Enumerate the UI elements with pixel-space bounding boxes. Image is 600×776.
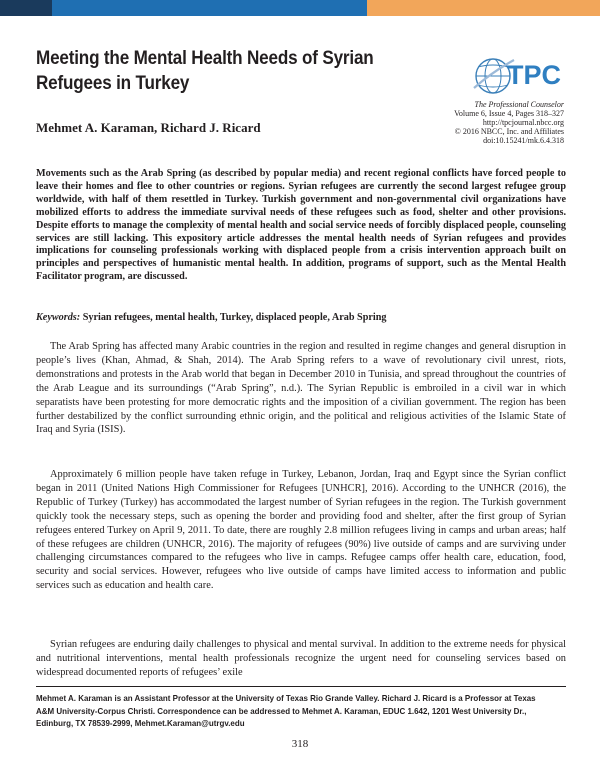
- journal-info: [344, 100, 564, 145]
- page-number: 318: [291, 738, 309, 750]
- body-paragraph-3: Syrian refugees are enduring daily challenges to physical and mental survival. In addition to the extreme needs for physical and nutritional interventions, mental health professionals recognize the urgent need for counseling services based on widespread documented reports of refugees’ exile: [36, 639, 566, 678]
- journal-copyright: © 2016 NBCC, Inc. and Affiliates: [454, 127, 564, 136]
- journal-url[interactable]: http://tpcjournal.nbcc.org: [482, 118, 564, 127]
- header-bar-dark-segment: [0, 0, 52, 16]
- keywords-label: Keywords:: [36, 312, 81, 323]
- author-footnote: Mehmet A. Karaman is an Assistant Professor at the University of Texas Rio Grande Valley. Richard J. Ricard is a Professor at Texas A&M University-Corpus Christi. Correspondence can be addressed to Mehmet A. Karaman, EDUC 1.642, 1201 West University Dr., Edinburg, TX 78539-2999, Mehmet.Karaman@utrgv.edu: [36, 693, 536, 729]
- header-bar-orange-segment: [367, 0, 600, 16]
- footnote-divider: [36, 686, 566, 687]
- header-color-bar: [0, 0, 600, 16]
- article-title: Meeting the Mental Health Needs of Syrian Refugees in Turkey: [36, 48, 374, 94]
- body-paragraph-2: Approximately 6 million people have taken refuge in Turkey, Lebanon, Jordan, Iraq and Egypt since the Syrian conflict began in 2011 (United Nations High Commissioner for Refugees [UNHCR], 2016). According to the UNHCR (2016), the Republic of Turkey (Turkey) has accommodated the largest number of Syrian refugees in the region. The Turkish government quickly took the necessary steps, such as opening the border and providing food and shelter, after the first group of Syrian refugees entered Turkey on April 9, 2011. To date, there are roughly 2.8 million refugees living in camps and urban areas; half of these refugees are children (UNHCR, 2016). The majority of refugees (90%) live outside of camps and are surviving under challenging circumstances compared to the refugees who live in camps. Refugee camps offer health care, education, food, security and social services. However, refugees who live outside of camps have limited access to information and public services such as education and health care.: [36, 469, 566, 592]
- keywords: [36, 312, 566, 323]
- logo-text: TPC: [507, 60, 561, 90]
- body-paragraph-1: The Arab Spring has affected many Arabic countries in the region and resulted in regime changes and general disruption in people’s lives (Khan, Ahmad, & Shah, 2014). The Arab Spring refers to a wave of revolutionary civil unrest, riots, demonstrations and protests in the Arab world that began in December 2010 in Tunisia, and spread throughout the countries of the Arab League and its surroundings (“Arab Spring”, n.d.). The Syrian Republic is embroiled in a civil war in which separatists have been protesting for more democratic rights and the imposition of a civilian government. The region has been further destabilized by the conflict surrounding ethnic origin, and the political and religious activities of the Islamic State of Iraq and Syria (ISIS).: [36, 341, 566, 436]
- abstract: Movements such as the Arab Spring (as described by popular media) and recent regional conflicts have forced people to leave their homes and flee to other countries or regions. Syrian refugees are currently the second largest refugee group worldwide, with half of them resettled in Turkey. Turkish government and non-governmental civil organizations have mobilized efforts to address the immediate survival needs of these refugees such as food, shelter and other provisions. Despite efforts to manage the complexity of mental health and social service needs of forcibly displaced people, counseling services are still lacking. This expository article addresses the mental health needs of Syrian refugees and provides implications for counseling professionals working with displaced people from a crisis intervention approach built on principles and perspectives of humanistic mental health. In addition, programs of support, such as the Mental Health Facilitator program, are discussed.: [36, 168, 566, 283]
- header-bar-blue-segment: [52, 0, 367, 16]
- journal-doi[interactable]: doi:10.15241/mk.6.4.318: [483, 136, 564, 145]
- journal-volume: Volume 6, Issue 4, Pages 318–327: [454, 109, 564, 118]
- article-authors: Mehmet A. Karaman, Richard J. Ricard: [36, 120, 261, 135]
- keywords-text: Syrian refugees, mental health, Turkey, displaced people, Arab Spring: [82, 312, 387, 323]
- journal-name: The Professional Counselor: [474, 100, 564, 109]
- journal-logo: [472, 50, 564, 100]
